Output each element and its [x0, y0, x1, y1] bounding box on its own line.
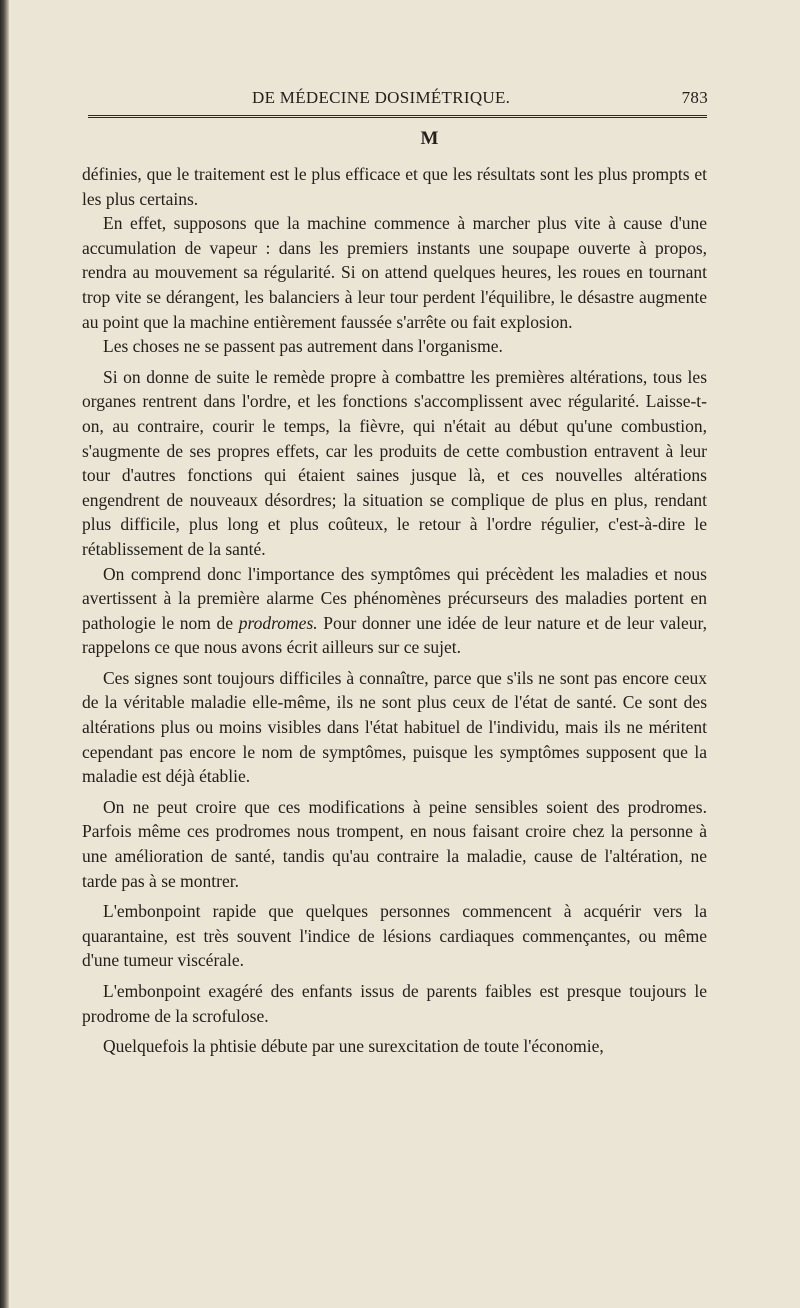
emphasis-term: prodromes. [238, 612, 318, 633]
running-header [82, 88, 707, 112]
paragraph [82, 562, 707, 660]
paragraph: En effet, supposons que la machine commence à marcher plus vite à cause d'une accumulation de vapeur : dans les premiers instants une soupape ouverte à propos, rendra au mouvement sa régularité. Si on attend quelques heures, les roues en tournant trop vite se dérangent, les balanciers à leur tour perdent l'équilibre, le désastre augmente au point que la machine entièrement faussée s'arrête ou fait explosion. [82, 213, 707, 332]
paragraph-text: On comprend donc l'importance des symptômes qui précèdent les maladies et nous avertissent à la première alarme Ces phénomènes précurseurs des maladies portent en pathologie le nom de [82, 563, 707, 633]
section-letter: M [420, 128, 439, 149]
header-rule [88, 115, 707, 118]
paragraph: Ces signes sont toujours difficiles à connaître, parce que s'ils ne sont pas encore ceux de la véritable maladie elle-même, ils ne sont plus ceux de l'état de santé. Ce sont des altérations plus ou moins visibles dans l'état habituel de l'individu, mais ils ne méritent cependant pas encore le nom de symptômes, puisque les symptômes supposent que la maladie est déjà établie. [82, 667, 707, 787]
paragraph: Les choses ne se passent pas autrement dans l'organisme. [103, 336, 503, 357]
paragraph: Quelquefois la phtisie débute par une surexcitation de toute l'économie, [103, 1036, 604, 1057]
book-page [82, 88, 707, 1059]
paragraph: Si on donne de suite le remède propre à combattre les premières altérations, tous les organes rentrent dans l'ordre, et les fonctions s'accomplissent avec régularité. Laisse-t-on, au contraire, courir le temps, la fièvre, qui n'était au début qu'une combustion, s'augmente de ses propres effets, car les produits de cette combustion entravent à leur tour d'autres fonctions qui étaient saines jusque là, et ces nouvelles altérations engendrent de nouveaux désordres; la situation se complique de plus en plus, rendant plus difficile, plus long et plus coûteux, le retour à l'ordre régulier, c'est-à-dire le rétablissement de la santé. [82, 366, 707, 559]
book-binding-edge [0, 0, 9, 1308]
paragraph: définies, que le traitement est le plus efficace et que les résultats sont les plus prompts et les plus certains. [82, 164, 707, 209]
body-text [82, 162, 707, 1059]
paragraph-text: Pour donner une idée de leur nature et de leur valeur, rappelons ce que nous avons écrit ailleurs sur ce sujet. [82, 612, 707, 658]
running-title: DE MÉDECINE DOSIMÉTRIQUE. [252, 88, 511, 107]
page-number: 783 [681, 88, 708, 107]
paragraph: L'embonpoint rapide que quelques personnes commencent à acquérir vers la quarantaine, est très souvent l'indice de lésions cardiaques commençantes, ou même d'une tumeur viscérale. [82, 901, 707, 971]
paragraph: On ne peut croire que ces modifications à peine sensibles soient des prodromes. Parfois même ces prodromes nous trompent, en nous faisant croire chez la personne à une amélioration de santé, tandis qu'au contraire la maladie, cause de l'altération, ne tarde pas à se montrer. [82, 796, 707, 891]
paragraph: L'embonpoint exagéré des enfants issus de parents faibles est presque toujours le prodrome de la scrofulose. [82, 981, 707, 1026]
